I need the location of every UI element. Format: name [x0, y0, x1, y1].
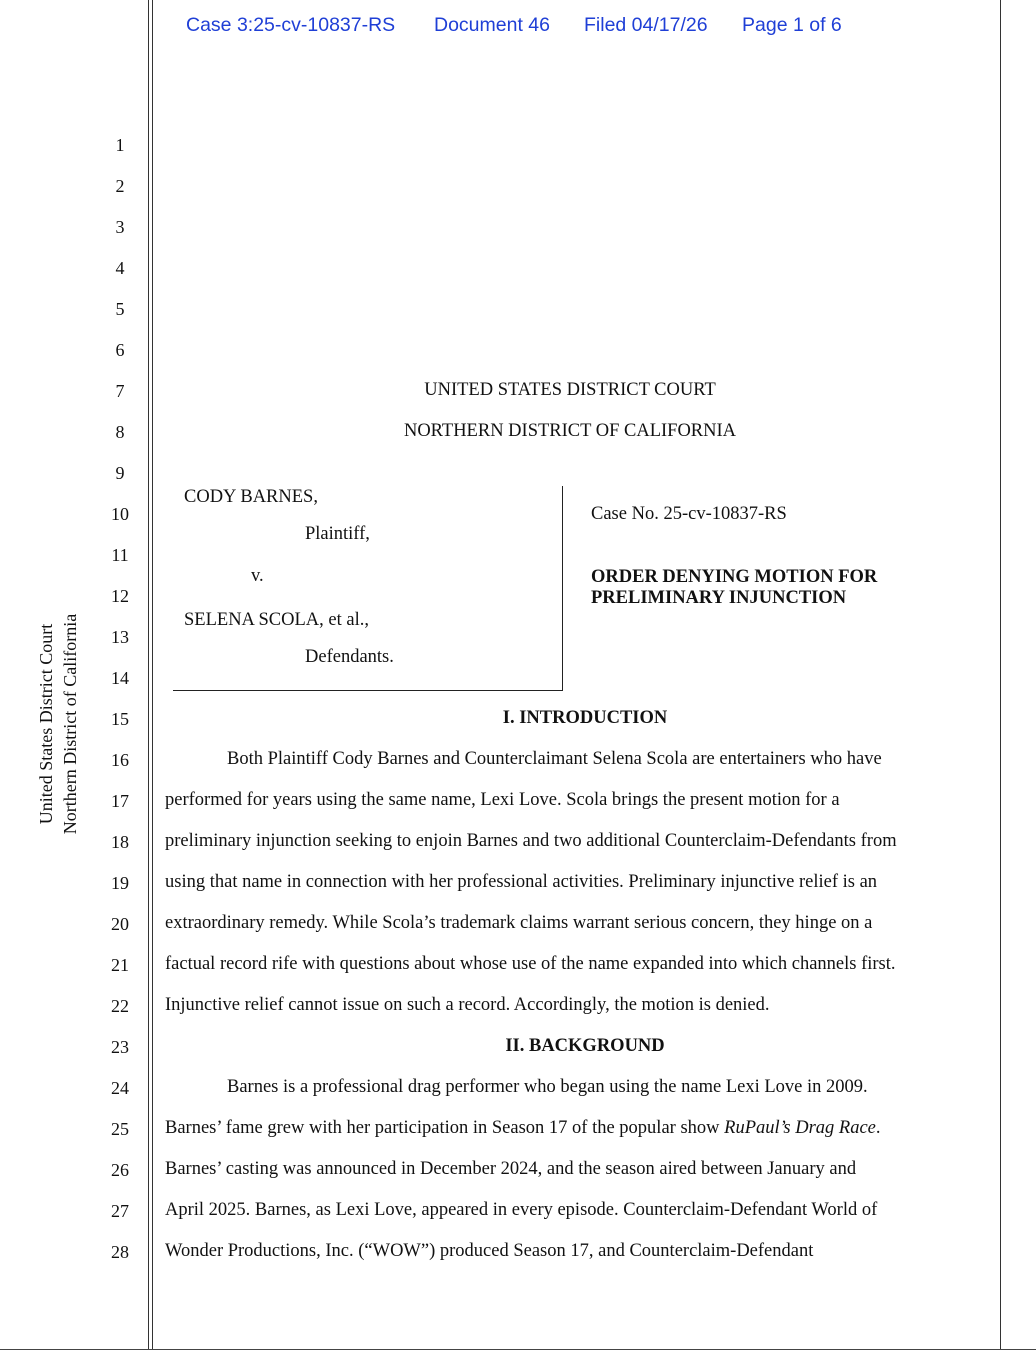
show-title: RuPaul’s Drag Race [724, 1118, 876, 1138]
body-text-line: Barnes’ casting was announced in December 2024, and the season aired between January and [165, 1159, 857, 1179]
line-number: 23 [111, 1037, 129, 1057]
line-number: 18 [111, 832, 129, 852]
line-number: 5 [115, 299, 125, 319]
line-number: 14 [111, 668, 129, 688]
body-text-segment: . [875, 1118, 881, 1138]
line-number: 17 [111, 791, 129, 811]
plaintiff-role: Plaintiff, [305, 524, 370, 544]
line-number: 1 [115, 135, 125, 155]
line-number: 8 [115, 422, 125, 442]
line-number: 3 [115, 217, 125, 237]
line-number: 20 [111, 914, 129, 934]
line-number: 21 [111, 955, 129, 975]
left-margin-rule-inner [152, 0, 153, 1350]
body-text-line: Both Plaintiff Cody Barnes and Counterclaimant Selena Scola are entertainers who have [227, 749, 882, 769]
filed-date-header: Filed 04/17/26 [584, 14, 708, 36]
line-number: 28 [111, 1242, 129, 1262]
line-number: 19 [111, 873, 129, 893]
defendant-role: Defendants. [305, 647, 394, 667]
order-title-line-2: PRELIMINARY INJUNCTION [591, 588, 847, 608]
court-side-label [34, 564, 86, 884]
line-number: 16 [111, 750, 129, 770]
line-number: 27 [111, 1201, 129, 1221]
body-text-line: Injunctive relief cannot issue on such a record. Accordingly, the motion is denied. [165, 995, 770, 1015]
body-text-line: extraordinary remedy. While Scola’s trademark claims warrant serious concern, they hinge on a [165, 913, 873, 933]
left-margin-rule [148, 0, 149, 1350]
body-text-line: using that name in connection with her professional activities. Preliminary injunctive relief is an [165, 872, 878, 892]
line-number: 11 [111, 545, 129, 565]
case-number-header: Case 3:25-cv-10837-RS [186, 14, 396, 36]
right-margin-rule [1000, 0, 1001, 1350]
introduction-heading: I. INTRODUCTION [502, 708, 668, 728]
line-number: 9 [115, 463, 125, 483]
body-text-line: preliminary injunction seeking to enjoin Barnes and two additional Counterclaim-Defendants from [165, 831, 897, 851]
page-count-header: Page 1 of 6 [742, 14, 842, 36]
caption-divider-vertical [562, 486, 563, 691]
defendant-name: SELENA SCOLA, et al., [184, 610, 369, 630]
order-title-line-1: ORDER DENYING MOTION FOR [591, 567, 878, 587]
line-number: 2 [115, 176, 125, 196]
body-text-line: April 2025. Barnes, as Lexi Love, appeared in every episode. Counterclaim-Defendant World of [165, 1200, 878, 1220]
line-number: 13 [111, 627, 129, 647]
line-number: 10 [111, 504, 129, 524]
body-text-line: Wonder Productions, Inc. (“WOW”) produced Season 17, and Counterclaim-Defendant [165, 1241, 814, 1261]
body-text-segment: Barnes’ fame grew with her participation in Season 17 of the popular show [165, 1118, 725, 1138]
line-number: 22 [111, 996, 129, 1016]
case-number: Case No. 25-cv-10837-RS [591, 504, 787, 524]
body-text-line [165, 1117, 881, 1139]
line-number: 4 [115, 258, 125, 278]
body-text-line: performed for years using the same name, Lexi Love. Scola brings the present motion for a [165, 790, 840, 810]
line-number: 12 [111, 586, 129, 606]
caption-divider-horizontal [173, 690, 563, 691]
background-heading: II. BACKGROUND [505, 1036, 665, 1056]
line-number: 25 [111, 1119, 129, 1139]
line-number: 15 [111, 709, 129, 729]
versus-label: v. [251, 566, 264, 586]
line-number: 24 [111, 1078, 129, 1098]
line-number: 6 [115, 340, 125, 360]
side-label-line-2: Northern District of California [60, 613, 80, 835]
plaintiff-name: CODY BARNES, [184, 487, 318, 507]
court-district: NORTHERN DISTRICT OF CALIFORNIA [403, 421, 737, 441]
line-number: 26 [111, 1160, 129, 1180]
court-name: UNITED STATES DISTRICT COURT [424, 380, 716, 400]
body-text-line: factual record rife with questions about whose use of the name expanded into which channels first. [165, 954, 896, 974]
document-number-header: Document 46 [434, 14, 550, 36]
body-text-line: Barnes is a professional drag performer who began using the name Lexi Love in 2009. [227, 1077, 868, 1097]
side-label-line-1: United States District Court [36, 623, 56, 825]
line-number: 7 [115, 381, 125, 401]
